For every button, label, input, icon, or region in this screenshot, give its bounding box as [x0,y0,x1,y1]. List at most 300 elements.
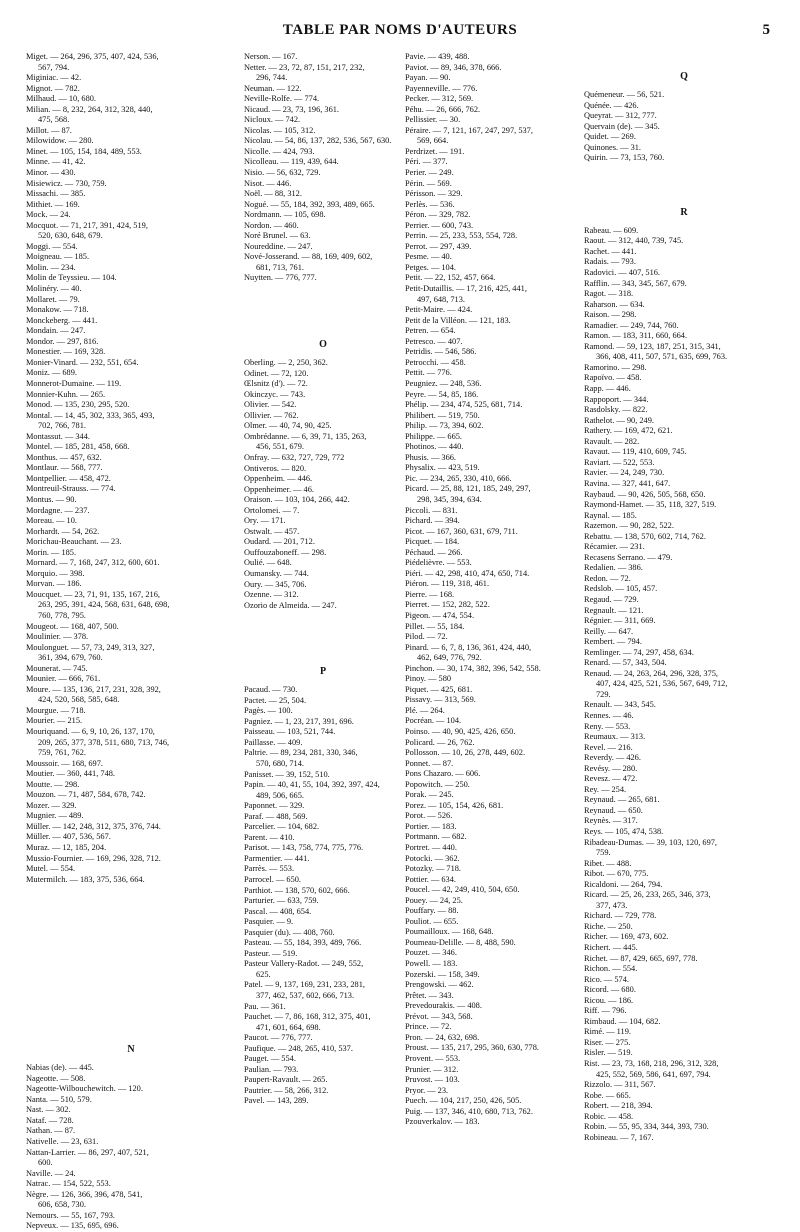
index-entry: Pouffary. — 88. [405,906,459,916]
index-entry: Pocréan. — 104. [405,716,462,726]
index-entry: Milhaud. — 10, 680. [26,94,96,104]
index-entry: Quinones. — 31. [584,142,642,152]
index-entry: Nepveux. — 135, 695, 696. [26,1221,119,1231]
index-entry: Minne. — 41, 42. [26,157,86,167]
index-entry: Perrot. — 297, 439. [405,241,472,251]
index-entry: Molin. — 234. [26,262,76,272]
index-entry: Ollivier. — 762. [244,410,299,420]
index-entry: Proust. — 135, 217, 295, 360, 630, 778. [405,1043,539,1053]
index-entry: Piccoli. — 831. [405,505,458,515]
index-entry: Rist. — 23, 73, 168, 218, 296, 312, 328, [584,1059,719,1069]
index-entry: Mondain. — 247. [26,326,86,336]
index-entry: Richer. — 169, 473, 602. [584,932,669,942]
index-entry: Ostwalt. — 457. [244,526,300,536]
index-entry: Petren. — 654. [405,326,456,336]
index-entry: Richert. — 445. [584,943,638,953]
index-entry: Missachi. — 385. [26,189,86,199]
index-entry: Prevedourakis. — 408. [405,1001,482,1011]
index-entry: Périsson. — 329. [405,189,463,199]
index-entry: Peyre. — 54, 85, 186. [405,389,479,399]
index-entry: Pichard. — 394. [405,516,460,526]
index-entry: Rappoport. — 344. [584,394,649,404]
index-entry: Robert. — 218, 394. [584,1101,653,1111]
index-entry: Milian. — 8, 232, 264, 312, 328, 440, [26,104,153,114]
index-entry: Rennes. — 46. [584,710,634,720]
index-entry: Nisot. — 446. [244,178,292,188]
index-entry: Monestier. — 169, 328. [26,347,106,357]
index-entry: Ombrédanne. — 6, 39, 71, 135, 263, [244,431,367,441]
index-entry: Revel. — 216. [584,742,633,752]
index-entry: Redalien. — 386. [584,563,643,573]
index-entry: Queyrat. — 312, 777. [584,111,657,121]
index-entry: Prengowski. — 462. [405,980,474,990]
index-entry: Pigeon. — 474, 554. [405,610,475,620]
index-entry-continuation: 407, 424, 425, 521, 536, 567, 649, 712, [596,679,728,689]
index-entry: Paucot. — 776, 777. [244,1033,313,1043]
index-entry: Ribot. — 670, 775. [584,869,649,879]
index-entry: Nataf. — 728. [26,1115,74,1125]
index-entry: Morquio. — 398. [26,568,85,578]
section-spacer [584,164,784,200]
index-entry: Pruvost. — 103. [405,1075,460,1085]
index-entry-continuation: 567, 794. [38,62,70,72]
index-entry: Ramond. — 59, 123, 187, 251, 315, 341, [584,341,721,351]
index-entry: Rizzolo. — 311, 567. [584,1080,656,1090]
index-entry: Péri. — 377. [405,157,448,167]
index-entry: Pouliot. — 655. [405,916,459,926]
index-entry: Redon. — 72. [584,573,631,583]
index-entry-continuation: 377, 473. [596,900,628,910]
index-entry: Petit-Maire. — 424. [405,305,473,315]
index-entry: Portier. — 183. [405,821,457,831]
index-entry: Moreau. — 10. [26,516,77,526]
index-entry: Robin. — 55, 95, 334, 344, 393, 730. [584,1122,709,1132]
index-entry: Nast. — 302. [26,1105,71,1115]
index-entry-continuation: 298, 345, 394, 634. [417,494,482,504]
index-entry-continuation: 729. [596,689,611,699]
index-entry: Noré Brunel. — 63. [244,231,311,241]
index-entry: Montreuil-Strauss. — 774. [26,484,116,494]
index-entry-continuation: 759. [596,848,611,858]
page-title: TABLE PAR NOMS D'AUTEURS [282,22,518,38]
index-entry: Pavel. — 143, 289. [244,1096,309,1106]
index-entry: Montus. — 90. [26,494,77,504]
index-entry: Morhardt. — 54, 262. [26,526,100,536]
index-entry: Quervain (de). — 345. [584,121,660,131]
index-entry: Pozerski. — 158, 349. [405,969,480,979]
index-entry: Provent. — 553. [405,1053,461,1063]
index-entry: Mourgue. — 718. [26,705,86,715]
index-entry: Nabias (de). — 445. [26,1063,94,1073]
index-entry: Risler. — 519. [584,1048,633,1058]
index-entry: Renard. — 57, 343, 504. [584,658,667,668]
index-entry: Renaud. — 24, 263, 264, 296, 328, 375, [584,668,718,678]
index-entry: Pauchet. — 7, 86, 168, 312, 375, 401, [244,1012,371,1022]
index-entry: Pinchon. — 30, 174, 382, 396, 542, 558. [405,663,541,673]
index-entry-continuation: 606, 658, 730. [38,1200,86,1210]
index-entry: Péhu. — 26, 666, 762. [405,104,481,114]
index-entry: Oulié. — 648. [244,558,292,568]
index-entry: Ozorio de Almeida. — 247. [244,600,337,610]
index-entry: Nicloux. — 742. [244,115,301,125]
index-entry: Puech. — 104, 217, 250, 426, 505. [405,1096,522,1106]
index-entry: Radovici. — 407, 516. [584,268,661,278]
index-entry-continuation: 366, 408, 411, 507, 571, 635, 699, 763. [596,352,728,362]
index-entry: Nerson. — 167. [244,52,298,61]
index-entry: Rimé. — 119. [584,1027,631,1037]
index-entry-continuation: 760, 778, 795. [38,610,86,620]
index-column-2 [244,52,402,1107]
index-entry: Parrès. — 553. [244,864,295,874]
index-entry: Mouriquand. — 6, 9, 10, 26, 137, 170, [26,727,155,736]
index-entry: Payenneville. — 776. [405,83,478,93]
index-entry: Pouzet. — 346. [405,948,457,958]
index-entry: Montassut. — 344. [26,431,90,441]
index-entry-continuation: 424, 520, 568, 585, 648. [38,695,120,705]
index-entry: Mouzon. — 71, 487, 584, 678, 742. [26,790,146,800]
index-entry: Récamier. — 231. [584,542,645,552]
index-entry: Robe. — 665. [584,1090,631,1100]
index-entry: Oudard. — 201, 712. [244,537,315,547]
index-entry: Reynaud. — 265, 681. [584,795,660,805]
index-entry: Oberling. — 2, 250, 362. [244,358,328,368]
index-entry: Parisot. — 143, 758, 774, 775, 776. [244,843,364,853]
index-entry: Moulonguet. — 57, 73, 249, 313, 327, [26,642,155,652]
index-entry: Nicolas. — 105, 312. [244,125,316,135]
index-entry: Phusis. — 366. [405,452,456,462]
index-entry: Mounier. — 666, 761. [26,674,101,684]
index-entry: Pierre. — 168. [405,589,455,599]
index-entry: Rabeau. — 609. [584,225,639,235]
index-entry: Pacaud. — 730. [244,685,298,695]
index-entry: Nageotte. — 508. [26,1073,86,1083]
index-entry: Parthiot. — 138, 570, 602, 666. [244,885,350,895]
index-entry: Mondor. — 297, 816. [26,336,99,346]
index-entry: Payan. — 90. [405,73,451,83]
index-entry: Monier-Vinard. — 232, 551, 654. [26,357,139,367]
index-entry: Pecker. — 312, 569. [405,94,474,104]
index-entry: Pierret. — 152, 282, 522. [405,600,490,610]
index-entry: Mithiet. — 169. [26,199,80,209]
index-entry: Monckeberg. — 441. [26,315,98,325]
index-entry: Mutel. — 554. [26,864,76,874]
index-entry: Neuman. — 122. [244,83,302,93]
index-entry: Naville. — 24. [26,1168,76,1178]
index-entry: Puig. — 137, 346, 410, 680, 713, 762. [405,1106,533,1116]
index-entry-continuation: 497, 648, 713. [417,294,465,304]
index-entry: Pavie. — 439, 488. [405,52,470,61]
index-entry: Milowidow. — 280. [26,136,94,146]
index-entry: Nordon. — 460. [244,220,299,230]
index-entry: Pouey. — 24, 25. [405,895,463,905]
index-entry: Nattan-Larrier. — 86, 297, 407, 521, [26,1147,149,1157]
section-letter: P [319,666,327,678]
index-entry: Portret. — 440. [405,843,457,853]
index-entry: Onfray. — 632, 727, 729, 772 [244,452,345,462]
index-entry: Moucquet. — 23, 71, 91, 135, 167, 216, [26,589,160,599]
index-entry: Reverdy. — 426. [584,753,641,763]
index-entry: Petges. — 104. [405,262,456,272]
index-entry: Raison. — 298. [584,310,637,320]
index-entry: Paufique. — 248, 265, 410, 537. [244,1043,353,1053]
index-entry: Montel. — 185, 281, 458, 668. [26,442,130,452]
index-entry: Nemours. — 55, 167, 793. [26,1210,115,1220]
index-entry: Rey. — 254. [584,784,627,794]
index-entry-continuation: 471, 601, 664, 698. [256,1022,321,1032]
index-entry: Petit. — 22, 152, 457, 664. [405,273,496,283]
index-entry: Moulinier. — 378. [26,632,89,642]
index-entry: Prêtet. — 343. [405,990,454,1000]
section-spacer [244,611,402,659]
index-entry: Rimbaud. — 104, 682. [584,1016,661,1026]
index-entry: Ponnet. — 87. [405,758,454,768]
index-entry: Panisset. — 39, 152, 510. [244,769,330,779]
index-entry: Riser. — 275. [584,1037,631,1047]
index-entry: Raharson. — 634. [584,299,645,309]
index-entry: Morvan. — 186. [26,579,82,589]
index-entry: Renault. — 343, 545. [584,700,656,710]
index-entry: Ramadier. — 249, 744, 760. [584,320,679,330]
index-entry: Oraison. — 103, 104, 266, 442. [244,495,350,505]
index-entry: Rasdolsky. — 822. [584,405,648,415]
index-entry: Neville-Rolfe. — 774. [244,94,320,104]
index-entry: Pzouverkalov. — 183. [405,1117,480,1127]
index-entry: Nordmann. — 105, 698. [244,210,326,220]
index-entry: Paponnet. — 329. [244,801,305,811]
index-entry: Miget. — 264, 296, 375, 407, 424, 536, [26,52,159,61]
index-entry: Nicolau. — 54, 86, 137, 282, 536, 567, 630. [244,136,392,146]
index-entry: Œlsnitz (d'). — 72. [244,379,308,389]
index-entry: Robineau. — 7, 167. [584,1132,654,1142]
index-entry: Ozenne. — 312. [244,590,299,600]
index-entry: Radais. — 793. [584,257,636,267]
index-entry: Riche. — 250. [584,921,633,931]
index-entry: Pasteur. — 519. [244,948,298,958]
index-entry: Mock. — 24. [26,210,71,220]
index-entry: Odinet. — 72, 120. [244,368,309,378]
index-entry: Mugnier. — 489. [26,811,84,821]
index-entry: Okinczyc. — 743. [244,389,306,399]
index-entry: Pellissier. — 30. [405,115,461,125]
index-entry: Moniz. — 689. [26,368,77,378]
index-entry: Parturier. — 633, 759. [244,896,319,906]
index-entry: Mignot. — 782. [26,83,80,93]
index-entry: Molin de Teyssieu. — 104. [26,273,117,283]
index-entry: Pryor. — 23. [405,1085,449,1095]
index-entry: Müller. — 407, 536, 567. [26,832,111,842]
index-entry: Moggi. — 554. [26,241,78,251]
index-entry: Perlès. — 536. [405,199,455,209]
index-entry: Montlaur. — 568, 777. [26,463,103,473]
index-entry: Peugniez. — 248, 536. [405,378,482,388]
index-entry: Misiewicz. — 730, 759. [26,178,107,188]
index-entry-continuation: 456, 551, 679. [256,442,304,452]
index-entry: Ricord. — 680. [584,985,636,995]
index-entry: Revésy. — 280. [584,763,638,773]
index-entry: Paillasse. — 409. [244,737,303,747]
index-entry: Philibert. — 519, 750. [405,410,480,420]
index-entry: Rapoïvo. — 458. [584,373,642,383]
index-entry: Reynès. — 317. [584,816,638,826]
index-entry: Mornard. — 7, 168, 247, 312, 600, 601. [26,558,160,568]
index-entry: Nogué. — 55, 184, 392, 393, 489, 665. [244,199,375,209]
index-entry: Picard. — 25, 88, 121, 185, 249, 297, [405,484,531,494]
index-entry: Quénée. — 426. [584,100,639,110]
index-entry: Pissavy. — 313, 569. [405,695,476,705]
index-entry-continuation: 702, 766, 781. [38,421,86,431]
index-entry: Nuytten. — 776, 777. [244,273,317,283]
index-entry: Ontiveros. — 820. [244,463,307,473]
index-entry: Piéri. — 42, 298, 410, 474, 650, 714. [405,568,530,578]
index-entry: Rachet. — 441. [584,246,637,256]
index-entry: Porak. — 245. [405,790,454,800]
index-entry: Minor. — 430. [26,168,76,178]
index-entry: Rathelot. — 90, 249. [584,415,654,425]
index-entry: Noureddine. — 247. [244,241,313,251]
index-entry: Paltrie. — 89, 234, 281, 330, 346, [244,748,358,758]
index-entry: Monod. — 135, 230, 295, 520. [26,400,130,410]
index-entry: Natrac. — 154, 522, 553. [26,1179,111,1189]
index-entry: Ramon. — 183, 311, 660, 664. [584,331,688,341]
index-entry: Raynal. — 185. [584,510,637,520]
index-entry: Poucel. — 42, 249, 410, 504, 650. [405,885,520,895]
index-entry: Ravina. — 327, 441, 647. [584,478,671,488]
index-entry: Potocki. — 362. [405,853,460,863]
index-entry: Piéron. — 119, 318, 461. [405,579,490,589]
index-entry-continuation: 462, 649, 776, 792. [417,653,482,663]
index-entry: Rafflin. — 343, 345, 567, 679. [584,278,687,288]
index-entry: Photinos. — 440. [405,442,464,452]
index-entry-continuation: 681, 713, 761. [256,262,304,272]
index-entry: Reynaud. — 650. [584,805,643,815]
index-entry: Oppenheim. — 446. [244,474,313,484]
index-entry: Pinard. — 6, 7, 8, 136, 361, 424, 440, [405,642,532,652]
index-entry: Monnier-Kuhn. — 265. [26,389,106,399]
index-entry: Picot. — 167, 360, 631, 679, 711. [405,526,518,536]
index-entry: Ragot. — 318. [584,289,634,299]
index-entry: Pons Chazaro. — 606. [405,769,481,779]
index-entry: Rebattu. — 138, 570, 602, 714, 762. [584,531,706,541]
index-entry: Ramorino. — 298. [584,362,647,372]
index-entry: Paupert-Ravault. — 265. [244,1075,328,1085]
index-entry: Pettit. — 776. [405,368,452,378]
index-entry: Philip. — 73, 394, 602. [405,421,484,431]
index-entry: Pauget. — 554. [244,1054,296,1064]
index-entry: Potozky. — 718. [405,864,462,874]
index-entry: Raymond-Hamet. — 35, 118, 327, 519. [584,500,717,510]
index-entry: Olmer. — 40, 74, 90, 425. [244,421,332,431]
index-entry: Netter. — 23, 72, 87, 151, 217, 232, [244,62,365,72]
index-entry-continuation: 600. [38,1158,53,1168]
index-entry: Mutermilch. — 183, 375, 536, 664. [26,874,145,884]
index-entry: Porot. — 526. [405,811,453,821]
index-entry: Perrin. — 25, 233, 553, 554, 728. [405,231,518,241]
index-entry: Razemon. — 90, 282, 522. [584,521,674,531]
index-entry: Olivier. — 542. [244,400,297,410]
index-entry-continuation: 475, 568. [38,115,70,125]
index-entry: Poumailloux. — 168, 648. [405,927,494,937]
index-entry: Péchaud. — 266. [405,547,463,557]
index-entry: Pinoy. — 580 [405,674,452,684]
index-entry: Müller. — 142, 248, 312, 375, 376, 744. [26,821,161,831]
index-entry: Porez. — 105, 154, 426, 681. [405,800,504,810]
index-entry: Ribet. — 488. [584,858,632,868]
index-entry: Montpellier. — 458, 472. [26,473,111,483]
index-entry-continuation: 425, 552, 569, 586, 641, 697, 794. [596,1069,711,1079]
index-entry-continuation: 489, 506, 665. [256,790,304,800]
index-entry: Poumeau-Delille. — 8, 488, 590. [405,937,516,947]
index-entry: Nisio. — 56, 632, 729. [244,168,321,178]
index-entry-continuation: 377, 462, 537, 602, 666, 713. [256,991,355,1001]
index-entry: Mozer. — 329. [26,800,77,810]
index-entry: Richet. — 87, 429, 665, 697, 778. [584,953,698,963]
index-entry: Pottier. — 634. [405,874,456,884]
index-entry: Moure. — 135, 136, 217, 231, 328, 392, [26,684,161,694]
index-entry: Rathery. — 169, 472, 621. [584,426,673,436]
index-entry: Monnerot-Dumaine. — 119. [26,378,122,388]
index-entry: Muraz. — 12, 185, 204. [26,843,107,853]
index-entry: Nicolleau. — 119, 439, 644. [244,157,339,167]
index-entry: Richon. — 554. [584,964,638,974]
index-entry: Reys. — 105, 474, 538. [584,827,664,836]
index-entry: Physalix. — 423, 519. [405,463,480,473]
index-entry: Oury. — 345, 706. [244,579,307,589]
index-entry: Petridis. — 546, 586. [405,347,477,357]
index-column-1 [26,52,236,1232]
index-entry: Paulian. — 793. [244,1064,299,1074]
index-entry-continuation: 625. [256,969,271,979]
index-entry: Moussoir. — 168, 697. [26,758,103,768]
index-entry: Richard. — 729, 778. [584,911,657,921]
index-entry: Mocquot. — 71, 217, 391, 424, 519, [26,220,148,230]
index-entry: Pagès. — 100. [244,706,293,716]
index-entry: Ravault. — 282. [584,436,640,446]
index-entry: Moutier. — 360, 441, 748. [26,769,115,779]
index-entry: Petit de la Villéon. — 121, 183. [405,315,511,325]
index-entry: Papin. — 40, 41, 55, 104, 392, 397, 424, [244,780,380,790]
index-entry: Raviart. — 522, 553. [584,457,655,467]
index-entry: Mordagne. — 237. [26,505,90,515]
index-entry: Oumansky. — 744. [244,568,309,578]
index-entry: Pasteur Vallery-Radot. — 249, 552, [244,959,364,969]
index-entry: Pillet. — 55, 184. [405,621,465,631]
index-entry: Miginiac. — 42. [26,73,82,83]
index-entry: Petresco. — 407. [405,336,463,346]
index-entry: Picquet. — 184. [405,537,460,547]
index-entry: Robic. — 458. [584,1111,634,1121]
index-entry: Raout. — 312, 440, 739, 745. [584,236,684,246]
index-entry: Ricaldoni. — 264, 794. [584,879,663,889]
index-entry: Reumaux. — 313. [584,732,646,742]
index-entry: Rico. — 574. [584,974,629,984]
index-entry: Monakow. — 718. [26,305,89,315]
index-entry: Nicaud. — 23, 73, 196, 361. [244,104,340,114]
index-entry: Mollaret. — 79. [26,294,80,304]
index-entry: Péraire. — 7, 121, 167, 247, 297, 537, [405,125,533,135]
index-entry: Regaud. — 729. [584,594,639,604]
index-entry: Perier. — 249. [405,168,454,178]
index-entry: Ravier. — 24, 249, 730. [584,468,665,478]
index-entry: Reilly. — 647. [584,626,634,636]
index-entry-continuation: 570, 680, 714. [256,758,304,768]
index-entry: Parmentier. — 441. [244,853,310,863]
page-header [0,22,800,42]
section-letter: N [127,1044,135,1056]
index-entry: Pasquier (du). — 408, 760. [244,927,335,937]
index-entry: Millot. — 87. [26,125,72,135]
index-entry: Riff. — 796. [584,1006,627,1016]
index-entry: Philippe. — 665. [405,431,463,441]
